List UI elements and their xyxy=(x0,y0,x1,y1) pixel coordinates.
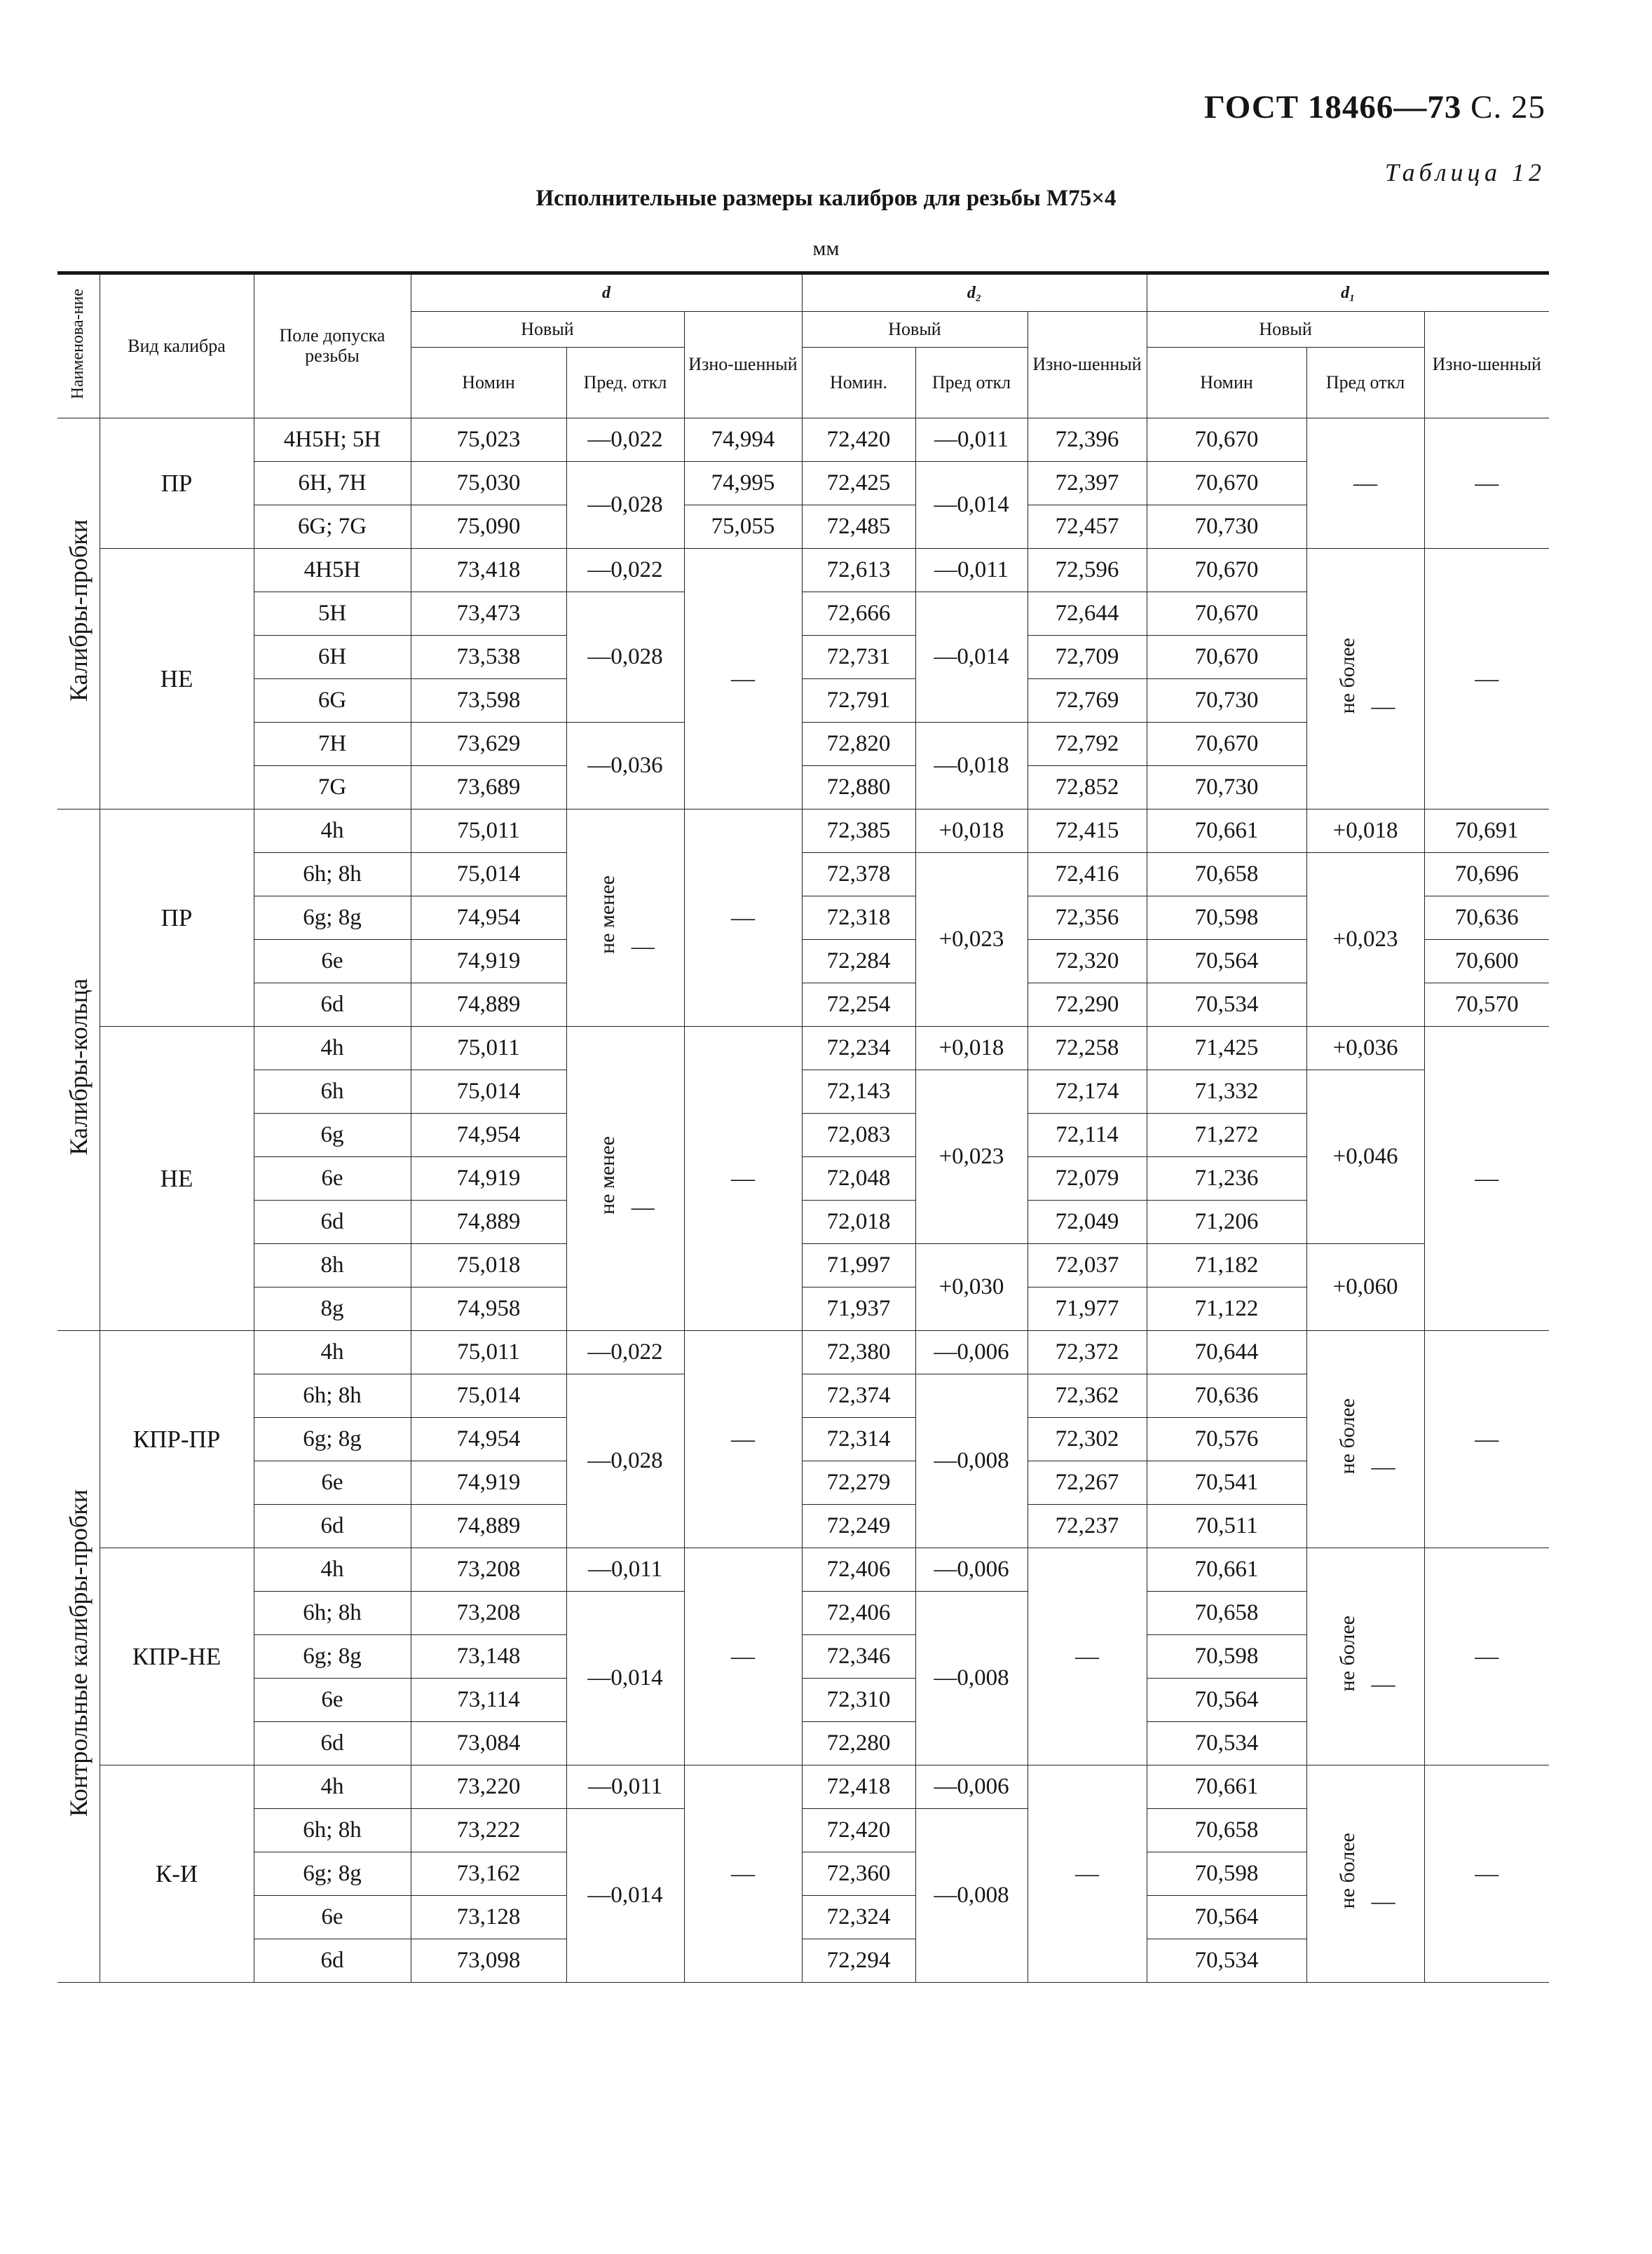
d-nom-cell: 73,114 xyxy=(411,1679,566,1722)
d1-nom-cell: 70,658 xyxy=(1147,853,1306,896)
table-row xyxy=(57,549,1549,592)
d2-dev-cell: +0,030 xyxy=(915,1244,1028,1331)
d-nom-cell: 75,018 xyxy=(411,1244,566,1287)
tolerance-cell: 6e xyxy=(254,1461,411,1505)
d-nom-cell: 75,011 xyxy=(411,1331,566,1374)
table-row xyxy=(57,1244,1549,1287)
d-worn-dash: — xyxy=(684,1765,802,1983)
tolerance-cell: 6d xyxy=(254,1939,411,1983)
d1-nom-cell: 70,636 xyxy=(1147,1374,1306,1418)
d2-worn-cell: 72,644 xyxy=(1028,592,1147,636)
d2-nom-cell: 72,425 xyxy=(802,462,915,505)
d-nom-cell: 74,954 xyxy=(411,1418,566,1461)
tolerance-cell: 6G; 7G xyxy=(254,505,411,549)
d2-nom-cell: 72,314 xyxy=(802,1418,915,1461)
d1-nom-cell: 70,670 xyxy=(1147,418,1306,462)
tolerance-cell: 6h; 8h xyxy=(254,1592,411,1635)
d1-worn-cell: 70,600 xyxy=(1424,940,1549,983)
header-d2-nom: Номин. xyxy=(802,348,915,418)
d1-nom-cell: 71,236 xyxy=(1147,1157,1306,1201)
d2-dev-cell: —0,008 xyxy=(915,1809,1028,1983)
d2-nom-cell: 72,360 xyxy=(802,1852,915,1896)
d2-worn-cell: 72,356 xyxy=(1028,896,1147,940)
d2-worn-cell: 72,290 xyxy=(1028,983,1147,1027)
d1-worn-dash: — xyxy=(1424,549,1549,810)
d2-dev-cell: +0,018 xyxy=(915,810,1028,853)
d2-worn-cell: 72,457 xyxy=(1028,505,1147,549)
d-nom-cell: 75,023 xyxy=(411,418,566,462)
tolerance-cell: 7H xyxy=(254,723,411,766)
ne-bolee-note: не более xyxy=(1335,637,1359,714)
d1-dev-cell: +0,018 xyxy=(1306,810,1424,853)
tolerance-cell: 6e xyxy=(254,1896,411,1939)
ne-bolee-note: не более xyxy=(1335,1398,1359,1475)
d1-nom-cell: 70,670 xyxy=(1147,636,1306,679)
table-row xyxy=(57,1331,1549,1374)
d2-nom-cell: 72,374 xyxy=(802,1374,915,1418)
kind-kpr-ne: КПР-НЕ xyxy=(100,1548,254,1765)
d-nom-cell: 75,090 xyxy=(411,505,566,549)
tolerance-cell: 6e xyxy=(254,940,411,983)
d2-dev-cell: —0,006 xyxy=(915,1765,1028,1809)
d-dev-cell: —0,011 xyxy=(566,1765,684,1809)
tolerance-cell: 6G xyxy=(254,679,411,723)
d2-dev-cell: +0,018 xyxy=(915,1027,1028,1070)
page-number: С. 25 xyxy=(1470,89,1545,125)
d2-worn-cell: 71,977 xyxy=(1028,1287,1147,1331)
d2-nom-cell: 72,346 xyxy=(802,1635,915,1679)
tolerance-cell: 6h xyxy=(254,1070,411,1114)
d1-nom-cell: 70,670 xyxy=(1147,549,1306,592)
d2-worn-cell: 72,258 xyxy=(1028,1027,1147,1070)
d2-worn-cell: 72,237 xyxy=(1028,1505,1147,1548)
d2-nom-cell: 72,018 xyxy=(802,1201,915,1244)
tolerance-cell: 6g xyxy=(254,1114,411,1157)
d2-worn-cell: 72,397 xyxy=(1028,462,1147,505)
d2-nom-cell: 72,280 xyxy=(802,1722,915,1765)
d2-nom-cell: 72,143 xyxy=(802,1070,915,1114)
d-dev-cell: —0,011 xyxy=(566,1548,684,1592)
header-d1-nom: Номин xyxy=(1147,348,1306,418)
header-d2-new: Новый xyxy=(802,312,1028,348)
d2-dev-cell: —0,011 xyxy=(915,418,1028,462)
d2-nom-cell: 72,485 xyxy=(802,505,915,549)
d1-nom-cell: 70,644 xyxy=(1147,1331,1306,1374)
d2-nom-cell: 72,284 xyxy=(802,940,915,983)
table-row xyxy=(57,1548,1549,1592)
d2-worn-cell: 72,362 xyxy=(1028,1374,1147,1418)
tolerance-cell: 6h; 8h xyxy=(254,1809,411,1852)
d1-dev-cell: +0,036 xyxy=(1306,1027,1424,1070)
d1-worn-dash: — xyxy=(1424,1548,1549,1765)
d2-nom-cell: 72,234 xyxy=(802,1027,915,1070)
d-nom-cell: 73,418 xyxy=(411,549,566,592)
d-nom-cell: 73,222 xyxy=(411,1809,566,1852)
tolerance-cell: 7G xyxy=(254,766,411,810)
d2-worn-cell: 72,037 xyxy=(1028,1244,1147,1287)
table-unit: мм xyxy=(812,237,840,260)
d2-nom-cell: 72,378 xyxy=(802,853,915,896)
tolerance-cell: 4h xyxy=(254,1765,411,1809)
d-nom-cell: 74,919 xyxy=(411,940,566,983)
d1-nom-cell: 70,730 xyxy=(1147,679,1306,723)
d-nom-cell: 74,954 xyxy=(411,1114,566,1157)
d1-dev-dash: не более — xyxy=(1306,1765,1424,1983)
d-worn-dash: — xyxy=(684,1027,802,1331)
header-d1-worn: Изно-шенный xyxy=(1424,312,1549,418)
d1-nom-cell: 70,670 xyxy=(1147,723,1306,766)
kind-kpr-pr: КПР-ПР xyxy=(100,1331,254,1548)
d1-nom-cell: 71,122 xyxy=(1147,1287,1306,1331)
d1-dev-cell: +0,060 xyxy=(1306,1244,1424,1331)
d2-worn-cell: 72,049 xyxy=(1028,1201,1147,1244)
d2-worn-cell: 72,114 xyxy=(1028,1114,1147,1157)
d2-nom-cell: 72,880 xyxy=(802,766,915,810)
tolerance-cell: 6h; 8h xyxy=(254,853,411,896)
tolerance-cell: 4H5H xyxy=(254,549,411,592)
d1-dev-dash: не более — xyxy=(1306,1548,1424,1765)
d2-worn-dash: — xyxy=(1028,1548,1147,1765)
d2-dev-cell: —0,014 xyxy=(915,592,1028,723)
d1-worn-cell: 70,636 xyxy=(1424,896,1549,940)
tolerance-cell: 6e xyxy=(254,1679,411,1722)
d1-dev-dash: не более — xyxy=(1306,549,1424,810)
tolerance-cell: 6H xyxy=(254,636,411,679)
d1-worn-dash: — xyxy=(1424,1765,1549,1983)
d1-worn-dash: — xyxy=(1424,1027,1549,1331)
d1-nom-cell: 70,576 xyxy=(1147,1418,1306,1461)
d1-nom-cell: 70,534 xyxy=(1147,1722,1306,1765)
ne-menee-note: не менее — xyxy=(566,810,684,1027)
d-nom-cell: 73,084 xyxy=(411,1722,566,1765)
d2-dev-cell: +0,023 xyxy=(915,1070,1028,1244)
d-nom-cell: 73,208 xyxy=(411,1548,566,1592)
d-nom-cell: 73,162 xyxy=(411,1852,566,1896)
d2-nom-cell: 72,279 xyxy=(802,1461,915,1505)
d-nom-cell: 75,014 xyxy=(411,853,566,896)
d2-nom-cell: 71,937 xyxy=(802,1287,915,1331)
d1-nom-cell: 70,661 xyxy=(1147,1548,1306,1592)
d2-worn-cell: 72,709 xyxy=(1028,636,1147,679)
kind-ne-ring: НЕ xyxy=(100,1027,254,1331)
d1-nom-cell: 70,564 xyxy=(1147,940,1306,983)
d2-nom-cell: 72,820 xyxy=(802,723,915,766)
header-d-dev: Пред. откл xyxy=(566,348,684,418)
d2-worn-cell: 72,769 xyxy=(1028,679,1147,723)
tolerance-cell: 6g; 8g xyxy=(254,1852,411,1896)
d1-nom-cell: 70,598 xyxy=(1147,1635,1306,1679)
d-nom-cell: 73,148 xyxy=(411,1635,566,1679)
d2-worn-cell: 72,415 xyxy=(1028,810,1147,853)
d-dev-cell: —0,022 xyxy=(566,1331,684,1374)
d-dev-cell: —0,022 xyxy=(566,549,684,592)
d-worn-cell: 74,994 xyxy=(684,418,802,462)
d1-nom-cell: 70,598 xyxy=(1147,896,1306,940)
d-nom-cell: 75,014 xyxy=(411,1070,566,1114)
tolerance-cell: 6d xyxy=(254,983,411,1027)
table-row xyxy=(57,1070,1549,1114)
ne-menee-note: не менее — xyxy=(566,1027,684,1331)
d2-worn-cell: 72,596 xyxy=(1028,549,1147,592)
d1-nom-cell: 71,182 xyxy=(1147,1244,1306,1287)
d1-nom-cell: 71,332 xyxy=(1147,1070,1306,1114)
d2-nom-cell: 72,406 xyxy=(802,1592,915,1635)
header-d2-dev: Пред откл xyxy=(915,348,1028,418)
d1-dev-cell: +0,023 xyxy=(1306,853,1424,1027)
d1-nom-cell: 70,670 xyxy=(1147,462,1306,505)
header-d1-dev: Пред откл xyxy=(1306,348,1424,418)
d1-nom-cell: 71,425 xyxy=(1147,1027,1306,1070)
d1-nom-cell: 70,534 xyxy=(1147,1939,1306,1983)
document-header xyxy=(1204,88,1545,126)
d2-worn-cell: 72,174 xyxy=(1028,1070,1147,1114)
header-d1-new: Новый xyxy=(1147,312,1424,348)
header-d1: d₁ xyxy=(1147,275,1549,312)
tolerance-cell: 8h xyxy=(254,1244,411,1287)
tolerance-cell: 6d xyxy=(254,1201,411,1244)
tolerance-cell: 6h; 8h xyxy=(254,1374,411,1418)
d1-worn-dash: — xyxy=(1424,418,1549,549)
d2-nom-cell: 72,418 xyxy=(802,1765,915,1809)
tolerance-cell: 6g; 8g xyxy=(254,896,411,940)
tolerance-cell: 8g xyxy=(254,1287,411,1331)
d2-dev-cell: —0,008 xyxy=(915,1374,1028,1548)
group-plugs: Калибры-пробки xyxy=(57,418,100,810)
d1-nom-cell: 70,658 xyxy=(1147,1592,1306,1635)
d-nom-cell: 73,128 xyxy=(411,1896,566,1939)
kind-pr: ПР xyxy=(100,418,254,549)
header-name: Наименова-ние xyxy=(57,275,100,418)
standard-code: ГОСТ 18466—73 xyxy=(1203,89,1462,125)
d-dev-cell: —0,028 xyxy=(566,592,684,723)
d1-nom-cell: 70,564 xyxy=(1147,1896,1306,1939)
d-dev-cell: —0,036 xyxy=(566,723,684,810)
d2-dev-cell: +0,023 xyxy=(915,853,1028,1027)
d-nom-cell: 73,473 xyxy=(411,592,566,636)
ne-bolee-note: не более xyxy=(1335,1832,1359,1909)
d1-nom-cell: 70,511 xyxy=(1147,1505,1306,1548)
d-nom-cell: 74,919 xyxy=(411,1157,566,1201)
table-number: Таблица 12 xyxy=(1384,158,1545,186)
d2-nom-cell: 72,385 xyxy=(802,810,915,853)
table-row xyxy=(57,810,1549,853)
d1-dev-cell: +0,046 xyxy=(1306,1070,1424,1244)
d1-nom-cell: 70,658 xyxy=(1147,1809,1306,1852)
d1-nom-cell: 70,541 xyxy=(1147,1461,1306,1505)
d-nom-cell: 73,689 xyxy=(411,766,566,810)
d-dev-cell: —0,014 xyxy=(566,1592,684,1765)
d2-worn-dash: — xyxy=(1028,1765,1147,1983)
group-control: Контрольные калибры-пробки xyxy=(57,1331,100,1983)
d2-nom-cell: 72,420 xyxy=(802,1809,915,1852)
tolerance-cell: 4h xyxy=(254,1548,411,1592)
d2-nom-cell: 72,249 xyxy=(802,1505,915,1548)
d2-nom-cell: 71,997 xyxy=(802,1244,915,1287)
d-nom-cell: 75,011 xyxy=(411,1027,566,1070)
d-nom-cell: 75,011 xyxy=(411,810,566,853)
kind-k-i: К-И xyxy=(100,1765,254,1983)
d2-dev-cell: —0,014 xyxy=(915,462,1028,549)
header-d-worn: Изно-шенный xyxy=(684,312,802,418)
d1-worn-dash: — xyxy=(1424,1331,1549,1548)
d2-worn-cell: 72,079 xyxy=(1028,1157,1147,1201)
header-d2: d₂ xyxy=(802,275,1147,312)
header-row-1 xyxy=(57,275,1549,312)
d-nom-cell: 74,889 xyxy=(411,1201,566,1244)
tolerance-cell: 5H xyxy=(254,592,411,636)
d1-worn-cell: 70,696 xyxy=(1424,853,1549,896)
d1-nom-cell: 70,564 xyxy=(1147,1679,1306,1722)
d-worn-cell: 74,995 xyxy=(684,462,802,505)
d2-nom-cell: 72,324 xyxy=(802,1896,915,1939)
tolerance-cell: 6g; 8g xyxy=(254,1418,411,1461)
tolerance-cell: 4H5H; 5H xyxy=(254,418,411,462)
tolerance-cell: 6d xyxy=(254,1505,411,1548)
d2-nom-cell: 72,731 xyxy=(802,636,915,679)
d-worn-cell: 75,055 xyxy=(684,505,802,549)
gauge-dimensions-table xyxy=(57,274,1549,1983)
d-worn-dash: — xyxy=(684,1331,802,1548)
d2-nom-cell: 72,083 xyxy=(802,1114,915,1157)
tolerance-cell: 6e xyxy=(254,1157,411,1201)
d-nom-cell: 74,889 xyxy=(411,1505,566,1548)
d-worn-dash: — xyxy=(684,549,802,810)
table-row xyxy=(57,1027,1549,1070)
tolerance-cell: 6H, 7H xyxy=(254,462,411,505)
d-dev-cell: —0,022 xyxy=(566,418,684,462)
d-nom-cell: 74,954 xyxy=(411,896,566,940)
d2-nom-cell: 72,294 xyxy=(802,1939,915,1983)
header-d-new: Новый xyxy=(411,312,684,348)
d2-nom-cell: 72,048 xyxy=(802,1157,915,1201)
tolerance-cell: 6d xyxy=(254,1722,411,1765)
d2-worn-cell: 72,302 xyxy=(1028,1418,1147,1461)
d1-dev-dash: не более — xyxy=(1306,1331,1424,1548)
d2-worn-cell: 72,267 xyxy=(1028,1461,1147,1505)
d2-dev-cell: —0,006 xyxy=(915,1548,1028,1592)
d2-worn-cell: 72,792 xyxy=(1028,723,1147,766)
d2-nom-cell: 72,406 xyxy=(802,1548,915,1592)
d2-nom-cell: 72,318 xyxy=(802,896,915,940)
header-kind: Вид калибра xyxy=(100,275,254,418)
header-tolerance: Поле допуска резьбы xyxy=(254,275,411,418)
d2-dev-cell: —0,018 xyxy=(915,723,1028,810)
d2-dev-cell: —0,011 xyxy=(915,549,1028,592)
d2-worn-cell: 72,396 xyxy=(1028,418,1147,462)
d1-nom-cell: 70,670 xyxy=(1147,592,1306,636)
group-rings: Калибры-кольца xyxy=(57,810,100,1331)
d-nom-cell: 73,098 xyxy=(411,1939,566,1983)
tolerance-cell: 4h xyxy=(254,810,411,853)
d-nom-cell: 74,889 xyxy=(411,983,566,1027)
d-dev-cell: —0,028 xyxy=(566,1374,684,1548)
header-d-nom: Номин xyxy=(411,348,566,418)
d2-nom-cell: 72,380 xyxy=(802,1331,915,1374)
d1-nom-cell: 70,661 xyxy=(1147,810,1306,853)
ne-bolee-note: не более xyxy=(1335,1615,1359,1692)
d1-nom-cell: 71,206 xyxy=(1147,1201,1306,1244)
header-d: d xyxy=(411,275,802,312)
d-nom-cell: 73,629 xyxy=(411,723,566,766)
d-nom-cell: 73,208 xyxy=(411,1592,566,1635)
d-nom-cell: 75,014 xyxy=(411,1374,566,1418)
d1-nom-cell: 70,661 xyxy=(1147,1765,1306,1809)
kind-pr-ring: ПР xyxy=(100,810,254,1027)
d1-dev-dash: — xyxy=(1306,418,1424,549)
tolerance-cell: 6g; 8g xyxy=(254,1635,411,1679)
d-nom-cell: 73,538 xyxy=(411,636,566,679)
tolerance-cell: 4h xyxy=(254,1027,411,1070)
d2-nom-cell: 72,791 xyxy=(802,679,915,723)
d2-nom-cell: 72,310 xyxy=(802,1679,915,1722)
d1-nom-cell: 71,272 xyxy=(1147,1114,1306,1157)
table-row xyxy=(57,853,1549,896)
table-row xyxy=(57,1765,1549,1809)
d2-nom-cell: 72,666 xyxy=(802,592,915,636)
d-nom-cell: 75,030 xyxy=(411,462,566,505)
d2-worn-cell: 72,852 xyxy=(1028,766,1147,810)
d2-dev-cell: —0,008 xyxy=(915,1592,1028,1765)
tolerance-cell: 4h xyxy=(254,1331,411,1374)
d1-nom-cell: 70,598 xyxy=(1147,1852,1306,1896)
d-dev-cell: —0,028 xyxy=(566,462,684,549)
d-nom-cell: 73,598 xyxy=(411,679,566,723)
d2-worn-cell: 72,372 xyxy=(1028,1331,1147,1374)
d-worn-dash: — xyxy=(684,810,802,1027)
d-nom-cell: 74,919 xyxy=(411,1461,566,1505)
header-d2-worn: Изно-шенный xyxy=(1028,312,1147,418)
d-nom-cell: 73,220 xyxy=(411,1765,566,1809)
d1-worn-cell: 70,570 xyxy=(1424,983,1549,1027)
d-dev-cell: —0,014 xyxy=(566,1809,684,1983)
d2-worn-cell: 72,416 xyxy=(1028,853,1147,896)
d-nom-cell: 74,958 xyxy=(411,1287,566,1331)
d2-nom-cell: 72,420 xyxy=(802,418,915,462)
table-caption: Исполнительные размеры калибров для резьбы М75×4 xyxy=(535,186,1117,211)
d2-dev-cell: —0,006 xyxy=(915,1331,1028,1374)
d2-nom-cell: 72,613 xyxy=(802,549,915,592)
d2-worn-cell: 72,320 xyxy=(1028,940,1147,983)
kind-ne: НЕ xyxy=(100,549,254,810)
d1-worn-cell: 70,691 xyxy=(1424,810,1549,853)
d1-nom-cell: 70,534 xyxy=(1147,983,1306,1027)
d2-nom-cell: 72,254 xyxy=(802,983,915,1027)
d1-nom-cell: 70,730 xyxy=(1147,766,1306,810)
d1-nom-cell: 70,730 xyxy=(1147,505,1306,549)
table-row xyxy=(57,418,1549,462)
d-worn-dash: — xyxy=(684,1548,802,1765)
